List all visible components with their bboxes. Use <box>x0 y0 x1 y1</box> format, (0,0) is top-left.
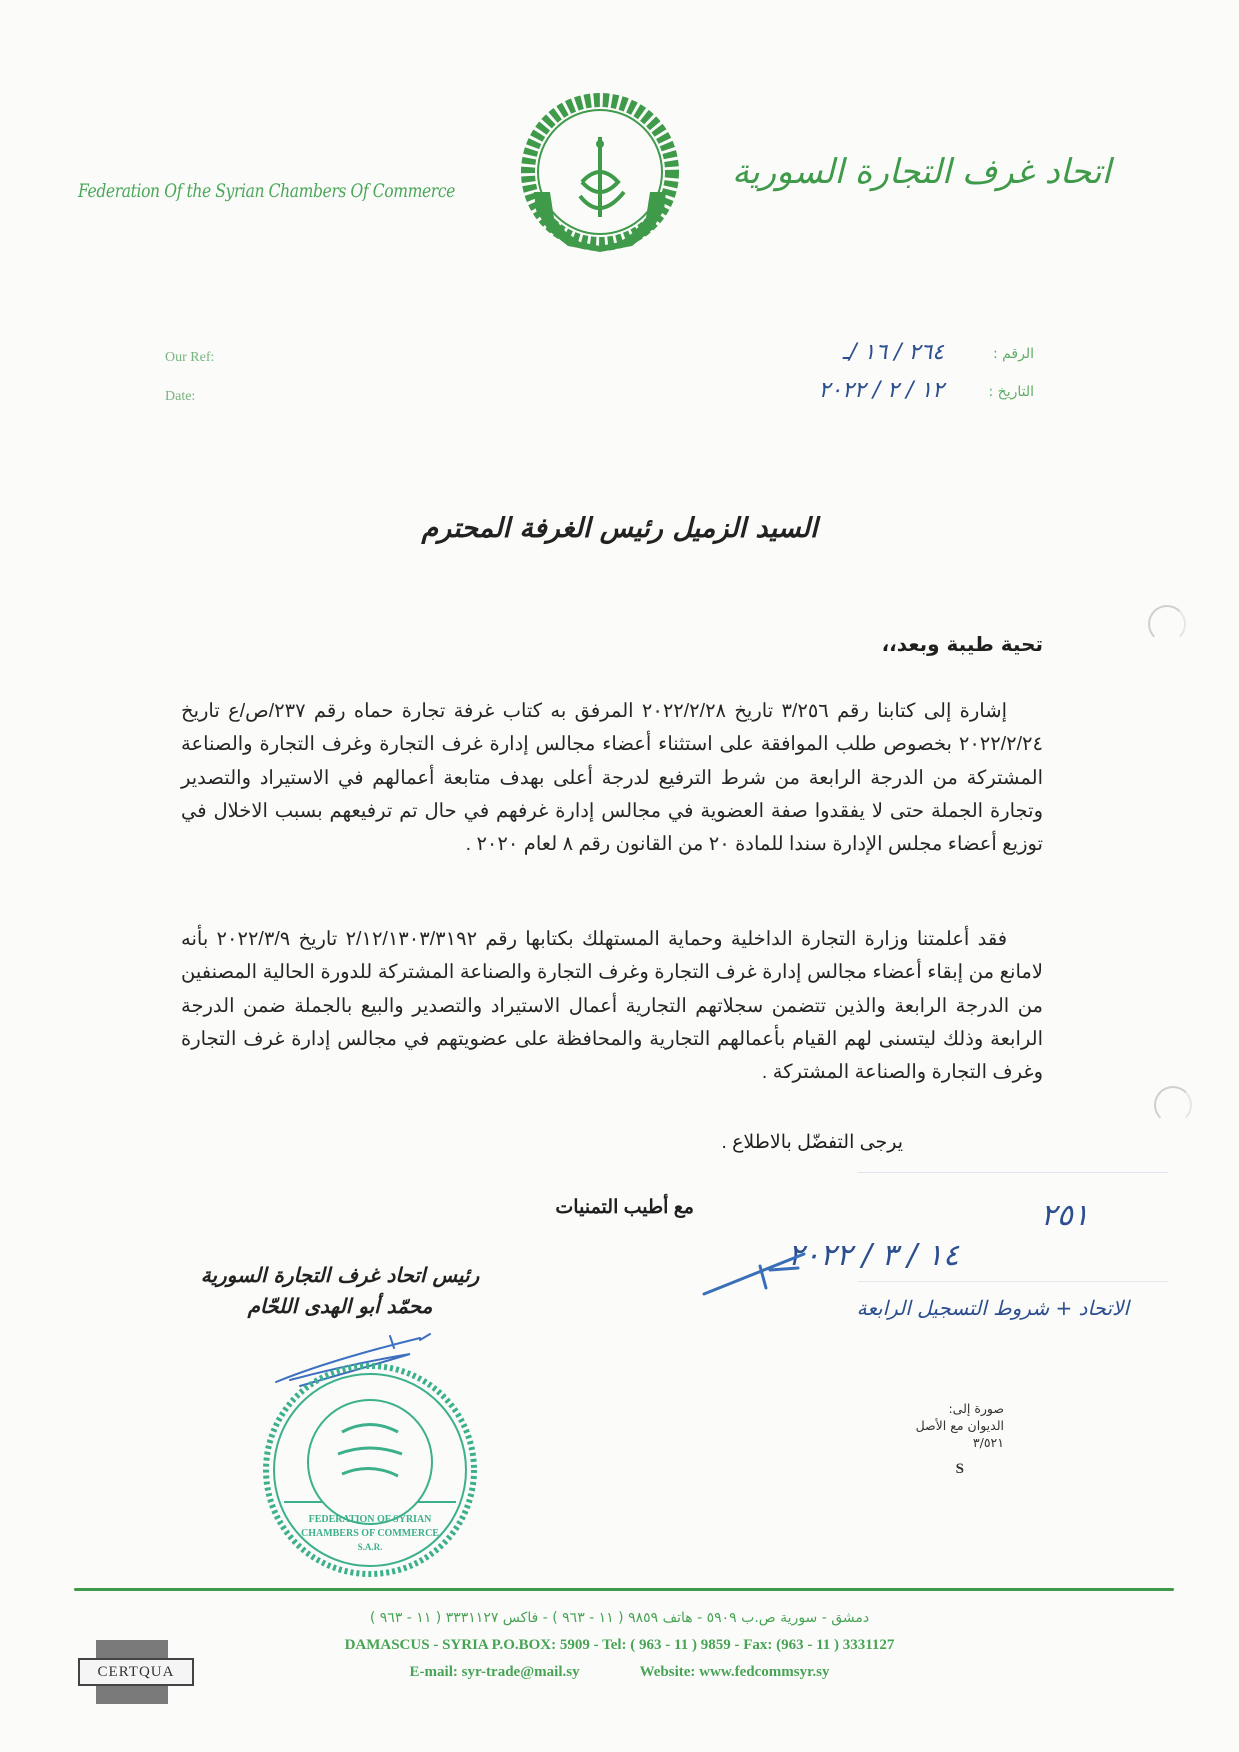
footer-address-ar: دمشق - سورية ص.ب ٥٩٠٩ - هاتف ٩٨٥٩ ( ١١ - ٩٦٣ ) - فاكس ٣٣٣١١٢٧ ( ١١ - ٩٦٣ ) <box>369 1610 870 1626</box>
copy-to-recipient: الديوان مع الأصل <box>915 1418 1004 1433</box>
ref-label-ar: الرقم : <box>992 346 1034 362</box>
certqua-logo <box>78 1640 194 1704</box>
certqua-logo-text: CERTQUA <box>78 1658 194 1686</box>
punch-hole-icon <box>1154 1086 1192 1124</box>
received-number-handwritten: ٢٥١ <box>1040 1198 1089 1233</box>
seal-text-line: FEDERATION OF SYRIAN <box>308 1514 432 1525</box>
footer-divider <box>74 1588 1174 1591</box>
punch-hole-icon <box>1148 605 1186 643</box>
copy-to-label: صورة إلى: <box>948 1401 1004 1416</box>
letter-paragraph-2 <box>181 923 1043 1089</box>
seal-text-line: S.A.R. <box>357 1542 383 1552</box>
signatory-name: محمّد أبو الهدى اللحّام <box>247 1294 433 1318</box>
typist-initial: S <box>955 1461 964 1477</box>
seal-text-line: CHAMBERS OF COMMERCE <box>301 1528 439 1539</box>
copy-to-block <box>916 1400 1004 1478</box>
copy-to-code: ٣/٥٢١ <box>972 1435 1004 1450</box>
ref-number-handwritten: ٢٦٤ / ١٦ /ـ <box>842 340 944 365</box>
org-name-ar: اتحاد غرف التجارة السورية <box>732 152 1111 192</box>
signatory-position: رئيس اتحاد غرف التجارة السورية <box>200 1263 480 1287</box>
received-date-handwritten: ١٤ / ٣ / ٢٠٢٢ <box>787 1238 959 1273</box>
letter-paragraph-1 <box>181 695 1043 861</box>
letter-regards: مع أطيب التمنيات <box>555 1197 694 1218</box>
letter-request: يرجى التفضّل بالاطلاع . <box>721 1132 903 1153</box>
letter-greeting: تحية طيبة وبعد،، <box>881 632 1043 656</box>
footer-address-en: DAMASCUS - SYRIA P.O.BOX: 5909 - Tel: ( 963 - 11 ) 9859 - Fax: (963 - 11 ) 3331127 <box>344 1637 895 1653</box>
official-seal <box>262 1362 478 1578</box>
letter-addressee-title: السيد الزميل رئيس الغرفة المحترم <box>421 513 818 544</box>
date-label-ar: التاريخ : <box>988 384 1034 400</box>
our-ref-label: Our Ref: <box>165 350 215 365</box>
org-name-en: Federation Of the Syrian Chambers Of Commerce <box>78 180 455 202</box>
date-label: Date: <box>165 389 196 404</box>
footer-email: E-mail: syr-trade@mail.sy <box>409 1664 580 1680</box>
federation-emblem-icon <box>520 92 680 252</box>
paragraph-text: إشارة إلى كتابنا رقم ٣/٢٥٦ تاريخ ٢٠٢٢/٢/٢٨ المرفق به كتاب غرفة تجارة حماه رقم ٢٣٧/ص/ع تاريخ ٢٠٢٢/٢/٢٤ بخصوص طلب الموافقة على استثناء أعضاء مجالس إدارة غرف التجارة وغرف التجارة والصناعة المشتركة من الدرجة الرابعة من شرط الترفيع لدرجة أعلى بهدف متابعة أعمالهم في الاستيراد والتصدير وتجارة الجملة حتى لا يفقدوا صفة العضوية في مجالس إدارة غرفهم في حال تم ترفيعهم بسبب الاخلال في توزيع أعضاء مجلس الإدارة سندا للمادة ٢٠ من القانون رقم ٨ لعام ٢٠٢٠ . <box>181 700 1043 856</box>
received-note-handwritten: الاتحاد + شروط التسجيل الرابعة <box>856 1296 1129 1320</box>
paragraph-text: فقد أعلمتنا وزارة التجارة الداخلية وحماية المستهلك بكتابها رقم ٢/١٢/١٣٠٣/٣١٩٢ تاريخ ٢٠٢٢/٣/٩ بأنه لامانع من إبقاء أعضاء مجالس إدارة غرف التجارة وغرف التجارة والصناعة المشتركة للدورة الحالية المصنفين من الدرجة الرابعة والذين تتضمن سجلاتهم التجارية أعمال الاستيراد والتصدير والبيع بالجملة ضمن الدرجة الرابعة وذلك ليتسنى لهم القيام بأعمالهم التجارية والمحافظة على عضويتهم في مجالس إدارة غرف التجارة وغرف التجارة والصناعة المشتركة . <box>181 928 1043 1084</box>
date-handwritten: ١٢ / ٢ / ٢٠٢٢ <box>818 378 944 403</box>
initials-scribble-icon <box>700 1248 810 1302</box>
footer-website: Website: www.fedcommsyr.sy <box>639 1664 830 1680</box>
